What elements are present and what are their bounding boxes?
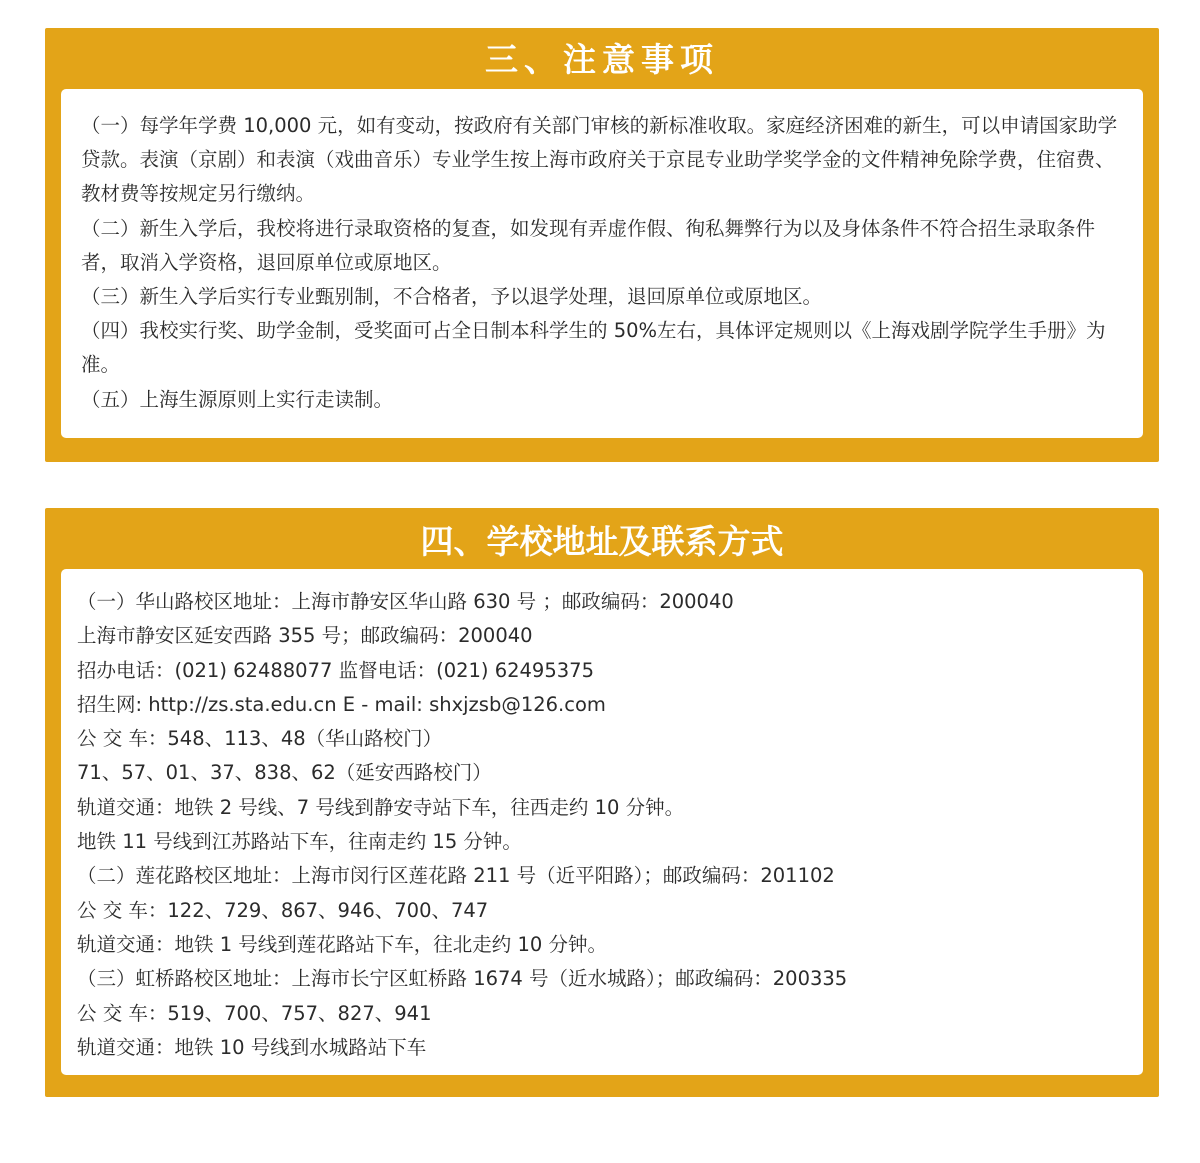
note-item-3: （三）新生入学后实行专业甄别制，不合格者，予以退学处理，退回原单位或原地区。 [81,285,823,309]
contact-section-title: 四、学校地址及联系方式 [420,522,784,561]
huashan-metro-line: 轨道交通：地铁 2 号线、7 号线到静安寺站下车，往西走约 10 分钟。 [77,795,685,819]
website-email-line: 招生网: http://zs.sta.edu.cn E - mail: shxjzsb@126.com [77,692,606,716]
huashan-metro-line-2: 地铁 11 号线到江苏路站下车，往南走约 15 分钟。 [77,830,522,854]
note-item-4: （四）我校实行奖、助学金制，受奖面可占全日制本科学生的 50%左右，具体评定规则以《上海戏剧学院学生手册》为准。 [81,319,1106,377]
yanan-bus-line: 71、57、01、37、838、62（延安西路校门） [77,761,492,785]
contact-content-box [61,569,1143,1075]
hongqiao-address-line: （三）虹桥路校区地址：上海市长宁区虹桥路 1674 号（近水城路）；邮政编码：200335 [77,967,848,991]
hongqiao-bus-line: 公 交 车：519、700、757、827、941 [77,1001,432,1025]
yanan-address-line: 上海市静安区延安西路 355 号；邮政编码：200040 [77,624,533,648]
notes-content-box [61,89,1143,438]
lianhua-bus-line: 公 交 车：122、729、867、946、700、747 [77,898,489,922]
contact-panel [45,508,1159,1097]
note-item-1: （一）每学年学费 10,000 元，如有变动，按政府有关部门审核的新标准收取。家庭经济困难的新生，可以申请国家助学贷款。表演（京剧）和表演（戏曲音乐）专业学生按上海市政府关于京昆专业助学奖学金的文件精神免除学费，住宿费、教材费等按规定另行缴纳。 [81,114,1118,206]
phone-line: 招办电话：(021) 62488077 监督电话：(021) 62495375 [77,658,594,682]
hongqiao-metro-line: 轨道交通：地铁 10 号线到水城路站下车 [77,1035,427,1059]
lianhua-metro-line: 轨道交通：地铁 1 号线到莲花路站下车，往北走约 10 分钟。 [77,932,608,956]
note-item-5: （五）上海生源原则上实行走读制。 [81,387,394,411]
note-item-2: （二）新生入学后，我校将进行录取资格的复查，如发现有弄虚作假、徇私舞弊行为以及身体条件不符合招生录取条件者，取消入学资格，退回原单位或原地区。 [81,216,1096,274]
lianhua-address-line: （二）莲花路校区地址：上海市闵行区莲花路 211 号（近平阳路）；邮政编码：201102 [77,864,835,888]
huashan-address-line: （一）华山路校区地址：上海市静安区华山路 630 号 ；邮政编码：200040 [77,590,734,613]
notes-section-title: 三、注意事项 [485,40,719,79]
huashan-bus-line: 公 交 车：548、113、48（华山路校门） [77,727,443,751]
notes-panel [45,28,1159,462]
